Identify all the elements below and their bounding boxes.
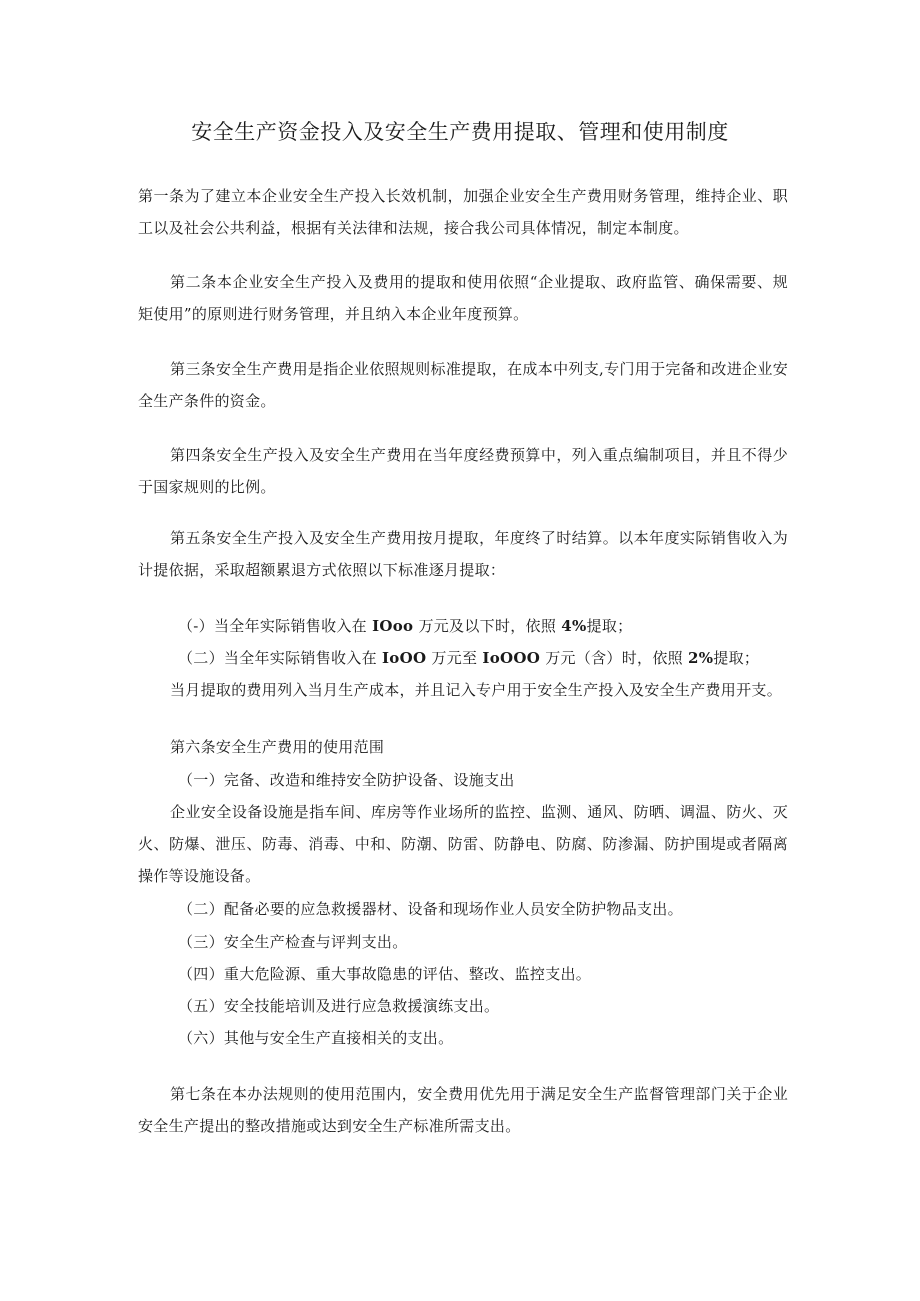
article-3: 第三条安全生产费用是指企业依照规则标准提取，在成本中列支,专门用于完备和改进企业安全生产条件的资金。 — [138, 360, 788, 410]
article-6-item-6: （六）其他与安全生产直接相关的支出。 — [178, 1029, 454, 1047]
article-2: 第二条本企业安全生产投入及费用的提取和使用依照“企业提取、政府监管、确保需要、规矩使用”的原则进行财务管理，并且纳入本企业年度预算。 — [138, 273, 788, 323]
article-5-note: 当月提取的费用列入当月生产成本，并且记入专户用于安全生产投入及安全生产费用开支。 — [170, 681, 783, 699]
article-6-heading: 第六条安全生产费用的使用范围 — [170, 738, 385, 756]
article-6-item-5: （五）安全技能培训及进行应急救援演练支出。 — [178, 997, 500, 1015]
article-6-item-1: （一）完备、改造和维持安全防护设备、设施支出 — [178, 771, 515, 789]
article-6-item-1-desc: 企业安全设备设施是指车间、库房等作业场所的监控、监测、通风、防晒、调温、防火、灭火、防爆、泄压、防毒、消毒、中和、防潮、防雷、防静电、防腐、防渗漏、防护围堤或者隔离操作等设施设备。 — [138, 803, 788, 885]
article-5: 第五条安全生产投入及安全生产费用按月提取，年度终了时结算。以本年度实际销售收入为计提依据，采取超额累退方式依照以下标准逐月提取： — [138, 529, 788, 579]
article-1: 第一条为了建立本企业安全生产投入长效机制，加强企业安全生产费用财务管理，维持企业、职工以及社会公共利益，根据有关法律和法规，接合我公司具体情况，制定本制度。 — [138, 187, 788, 237]
document-title: 安全生产资金投入及安全生产费用提取、管理和使用制度 — [191, 120, 729, 144]
article-5-item-2: （二）当全年实际销售收入在 IoOO 万元至 IoOOO 万元（含）时，依照 2%提取； — [178, 649, 760, 667]
article-6-item-3: （三）安全生产检查与评判支出。 — [178, 933, 408, 951]
article-5-item-1: （-）当全年实际销售收入在 IOoo 万元及以下时，依照 4%提取； — [178, 617, 633, 635]
article-7: 第七条在本办法规则的使用范围内，安全费用优先用于满足安全生产监督管理部门关于企业安全生产提出的整改措施或达到安全生产标准所需支出。 — [138, 1085, 788, 1135]
article-4: 第四条安全生产投入及安全生产费用在当年度经费预算中，列入重点编制项目，并且不得少于国家规则的比例。 — [138, 446, 788, 496]
article-6-item-2: （二）配备必要的应急救援器材、设备和现场作业人员安全防护物品支出。 — [178, 900, 683, 918]
article-6-item-4: （四）重大危险源、重大事故隐患的评估、整改、监控支出。 — [178, 965, 592, 983]
